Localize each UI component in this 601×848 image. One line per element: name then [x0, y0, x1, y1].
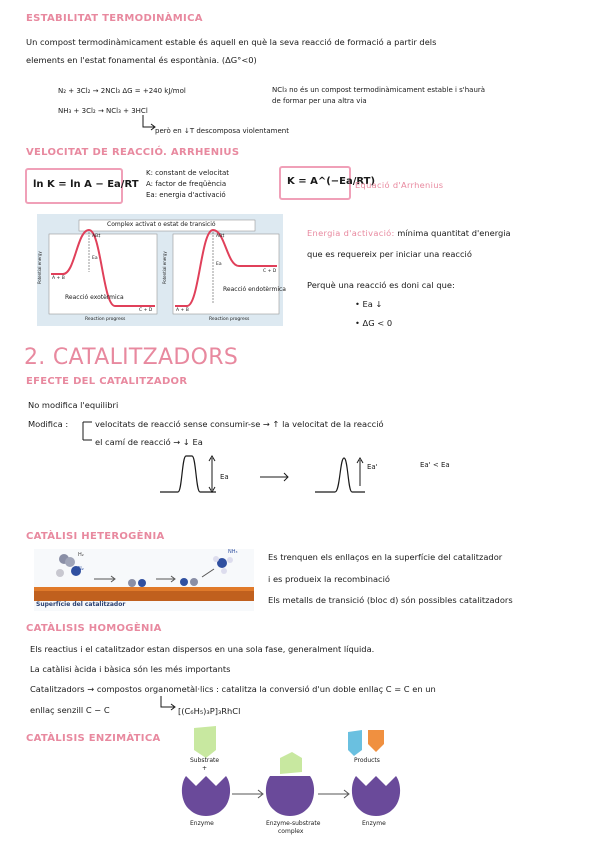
section-title-catalitzadors: 2. CATALITZADORS	[24, 345, 239, 370]
exo-ea-label: Ea	[92, 256, 98, 261]
section-title-homogenia: CATÀLISIS HOMOGÈNIA	[26, 623, 162, 634]
legend-ea: Ea: energia d'activació	[146, 191, 226, 199]
heterogenia-line-2: i es produeix la recombinació	[268, 574, 390, 584]
complex-label-1: Enzyme-substrate	[266, 820, 321, 827]
ea-label-uncatalysed: Ea	[220, 473, 229, 481]
wilkinson-catalyst-formula: [(C₆H₅)₃P]₃RhCl	[178, 706, 241, 716]
complex-label-2: complex	[278, 828, 304, 835]
heterogenia-line-1: Es trenquen els enllaços en la superfície del catalitzador	[268, 552, 503, 562]
ea-prime-label: Ea'	[367, 463, 378, 471]
endo-y-axis-label: Potential energy	[162, 251, 167, 284]
estabilitat-line-1: Un compost termodinàmicament estable és aquell en què la seva reacció de formació a partir dels	[26, 37, 437, 47]
exo-products-label: C + D	[139, 308, 153, 313]
arrhenius-exp-equation: K = A^(−Ea/RT)	[287, 176, 376, 187]
ea-comparison: Ea' < Ea	[420, 461, 450, 469]
reaction-condition-intro: Perquè una reacció es doni cal que:	[307, 280, 455, 290]
exo-x-axis-label: Reaction progress	[85, 317, 126, 322]
arrhenius-log-box	[25, 168, 139, 204]
substrate-label: Substrate	[190, 757, 220, 764]
section-title-velocitat: VELOCITAT DE REACCIÓ. ARRHENIUS	[26, 147, 240, 158]
enzyme-shape-2	[266, 752, 314, 816]
legend-k: K: constant de velocitat	[146, 169, 230, 177]
legend-a: A: factor de freqüència	[146, 180, 227, 188]
bracket-arrow-icon	[78, 418, 96, 444]
exo-y-axis-label: Potential energy	[37, 251, 42, 284]
modifica-cami: el camí de reacció → ↓ Ea	[95, 437, 203, 447]
modifica-label: Modifica :	[28, 419, 69, 429]
exothermic-plot	[49, 230, 157, 314]
n2-label: N₂	[78, 566, 84, 572]
no-modifica: No modifica l'equilibri	[28, 400, 119, 410]
hook-arrow-icon	[140, 114, 158, 132]
section-title-estabilitat: ESTABILITAT TERMODINÀMICA	[26, 13, 203, 24]
section-title-enzimatica: CATÀLISIS ENZIMÀTICA	[26, 733, 161, 744]
exothermic-label: Reacció exotèrmica	[65, 294, 124, 301]
equation-nh3-route: NH₃ + 3Cl₂ → NCl₃ + 3HCl	[58, 107, 148, 115]
section-title-heterogenia: CATÀLISI HETEROGÈNIA	[26, 531, 165, 542]
nh3-label: NH₃	[228, 549, 238, 555]
endo-x-axis-label: Reaction progress	[209, 317, 250, 322]
endo-products-label: C + D	[263, 269, 277, 274]
condition-dg: • ΔG < 0	[355, 318, 393, 328]
exo-reactants-label: A + B	[52, 276, 65, 281]
enzyme-shape-3	[352, 776, 400, 816]
h2-label: H₂	[78, 552, 84, 558]
activation-energy-term: Energia d'activació:	[307, 228, 395, 238]
arrhenius-log-equation: ln K = ln A − Ea/RT	[33, 179, 139, 190]
enzyme-label-2: Enzyme	[362, 820, 386, 827]
surface-catalysis-figure	[34, 549, 254, 611]
modifica-velocitat: velocitats de reacció sense consumir-se → ↑ la velocitat de la reacció	[95, 419, 384, 429]
ncl3-note-2: de formar per una altra via	[272, 97, 367, 105]
endo-ab-label: AB‡	[216, 234, 225, 239]
arrhenius-label: Equació d'Arrhenius	[355, 180, 444, 190]
enzyme-shape-1	[182, 776, 230, 816]
products-label: Products	[354, 757, 380, 764]
enzyme-label-1: Enzyme	[190, 820, 214, 827]
activation-energy-definition	[307, 228, 511, 238]
activation-energy-def-2: que es requereix per iniciar una reacció	[307, 249, 472, 259]
arrhenius-exp-box	[279, 166, 376, 200]
heterogenia-line-3: Els metalls de transició (bloc d) són possibles catalitzadors	[268, 595, 513, 605]
homogenia-line-1: Els reactius i el catalitzador estan dispersos en una sola fase, generalment líquida.	[30, 644, 375, 654]
hook-arrow-icon-2	[158, 696, 178, 712]
condition-ea: • Ea ↓	[355, 299, 383, 309]
ncl3-note-1: NCl₃ no és un compost termodinàmicament estable i s'haurà	[272, 86, 486, 94]
catalyst-surface-label: Superfície del catalitzador	[36, 601, 126, 608]
homogenia-line-4: enllaç senzill C − C	[30, 705, 110, 715]
endo-ea-label: Ea	[216, 262, 222, 267]
subsection-efecte: EFECTE DEL CATALITZADOR	[26, 376, 188, 387]
transition-state-label: Complex activat o estat de transició	[107, 221, 216, 228]
endothermic-label: Reacció endotèrmica	[223, 286, 286, 293]
equation-note: però en ↓T descomposa violentament	[155, 127, 289, 135]
estabilitat-line-2: elements en l'estat fonamental és espontània. (ΔG°<0)	[26, 55, 257, 65]
endo-reactants-label: A + B	[176, 308, 189, 313]
energy-profile-figure	[37, 214, 286, 326]
activation-energy-def-1: mínima quantitat d'energia	[394, 228, 511, 238]
homogenia-line-3: Catalitzadors → compostos organometàl·lics : catalitza la conversió d'un doble enllaç C = C en un	[30, 684, 436, 694]
activation-barrier-sketch	[160, 450, 400, 510]
plus-sign: +	[202, 765, 208, 772]
exo-ab-label: AB‡	[92, 234, 101, 239]
equation-ncl3-formation: N₂ + 3Cl₂ → 2NCl₃ ΔG = +240 kJ/mol	[58, 87, 186, 95]
enzyme-mechanism-figure	[172, 724, 416, 844]
homogenia-line-2: La catàlisi àcida i bàsica són les més importants	[30, 664, 231, 674]
